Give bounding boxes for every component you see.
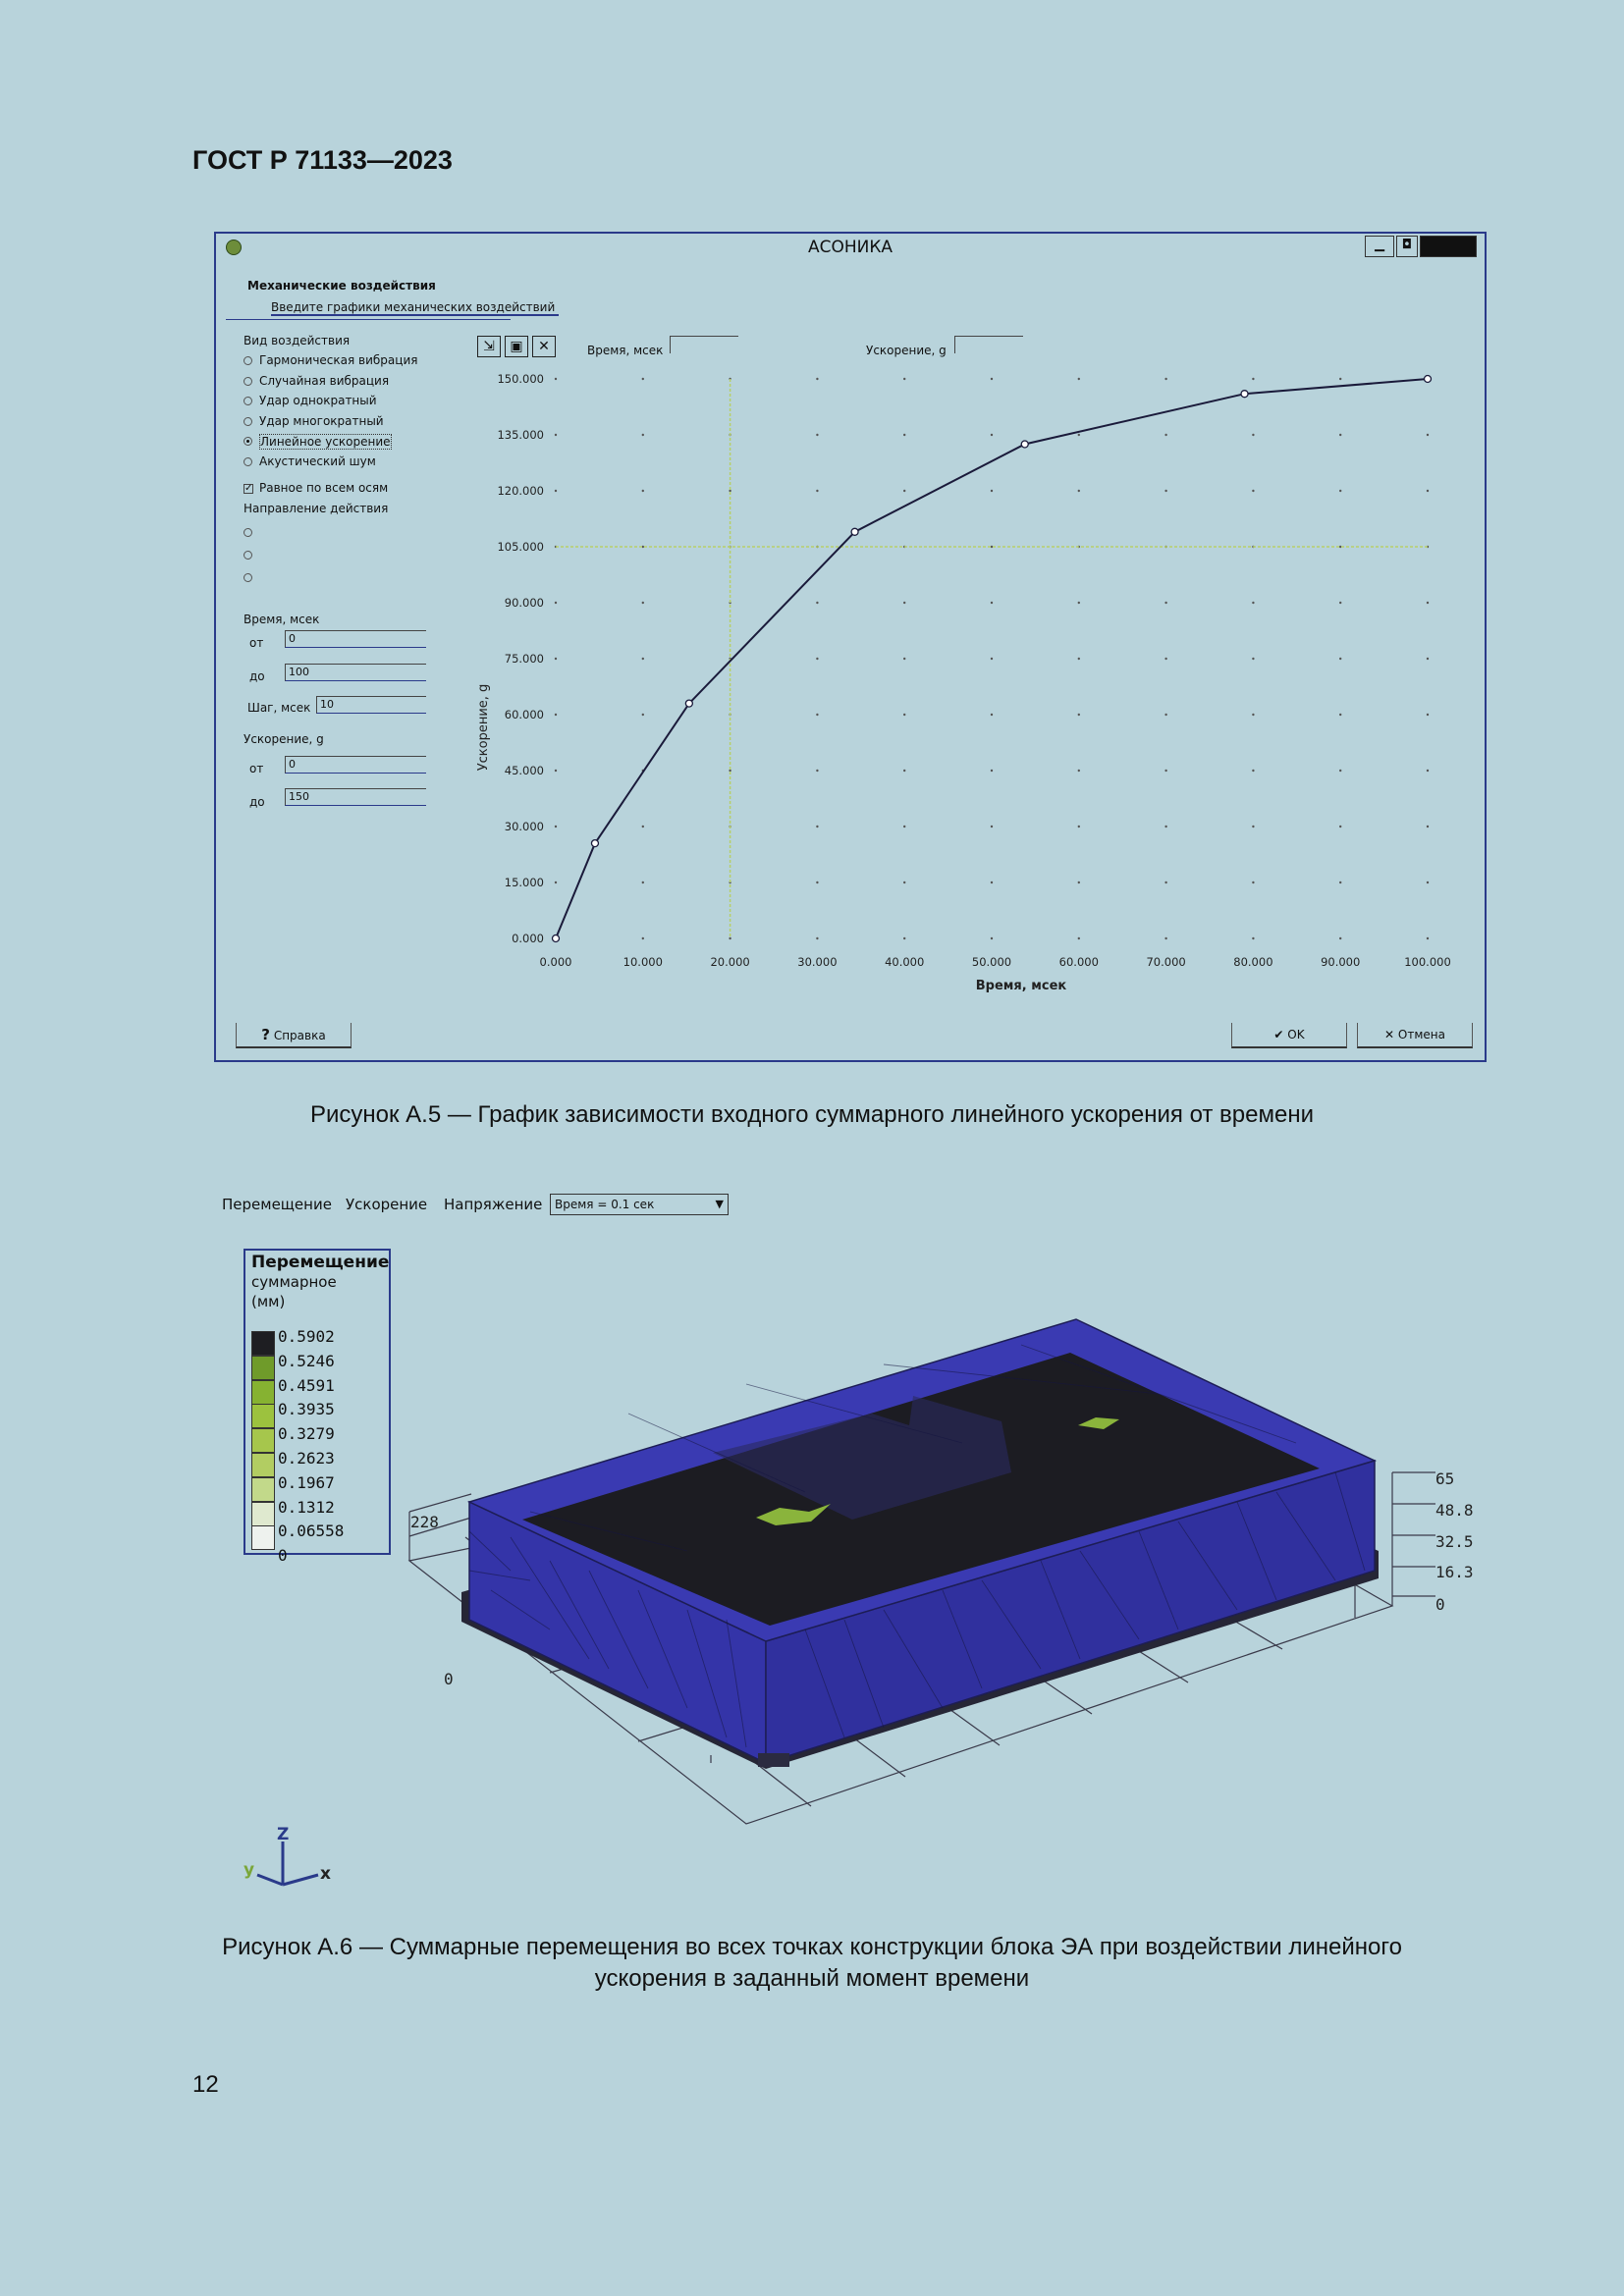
legend-subtitle-line1: суммарное (251, 1273, 337, 1291)
tab-displacement[interactable]: Перемещение (222, 1196, 332, 1213)
cancel-button-label: Отмена (1397, 1028, 1445, 1041)
x-tick-label: 70.000 (1146, 955, 1186, 969)
figure6-caption (0, 1932, 1624, 1995)
x-tick-label: 40.000 (885, 955, 925, 969)
left-axis-label: 228 (410, 1513, 439, 1531)
y-tick-label: 120.000 (497, 484, 544, 498)
impact-type-label: Вид воздействия (244, 334, 351, 347)
accel-from-input[interactable]: 0 (285, 756, 426, 774)
accel-to-input[interactable]: 150 (285, 788, 426, 806)
time-group-label: Время, мсек (244, 613, 320, 626)
y-tick-label: 0.000 (512, 932, 544, 945)
legend-value: 0.1967 (278, 1472, 335, 1492)
section-title: Механические воздействия (247, 279, 436, 293)
legend-title: Перемещение (251, 1253, 390, 1272)
save-graph-button[interactable]: ▣ (505, 336, 528, 357)
help-button-label: Справка (273, 1029, 326, 1042)
time-to-label: до (249, 669, 265, 683)
y-tick-label: 90.000 (504, 596, 544, 610)
page-number: 12 (192, 2071, 219, 2098)
accel-group-label: Ускорение, g (244, 732, 324, 746)
triad-x-label: x (320, 1864, 331, 1884)
triad-y-axis (257, 1875, 283, 1885)
direction-label: Направление действия (244, 502, 389, 515)
y-tick-label: 135.000 (497, 428, 544, 442)
tab-acceleration[interactable]: Ускорение (346, 1196, 428, 1213)
chevron-down-icon: ▼ (715, 1198, 724, 1210)
legend-value: 0.3279 (278, 1424, 335, 1444)
axis-triad-icon (244, 1825, 331, 1885)
legend-subtitle-line2: (мм) (251, 1293, 286, 1310)
x-tick-label: 80.000 (1233, 955, 1273, 969)
checkmark-icon: ✔ (1273, 1028, 1284, 1041)
step-label: Шаг, мсек (247, 701, 311, 715)
legend-value: 0.06558 (278, 1522, 345, 1541)
tab-stress[interactable]: Напряжение (444, 1196, 543, 1213)
housing-body (461, 1319, 1379, 1769)
x-tick-label: 60.000 (1058, 955, 1099, 969)
toolbar-time-label: Время, мсек (587, 344, 664, 357)
figure6-caption-line1: Рисунок А.6 — Суммарные перемещения во всех точках конструкции блока ЭА при воздействии линейного (222, 1934, 1402, 1960)
legend-value: 0.1312 (278, 1497, 335, 1517)
x-tick-label: 30.000 (797, 955, 838, 969)
time-from-label: от (249, 636, 264, 650)
toolbar-accel-label: Ускорение, g (866, 344, 947, 357)
impact-option-label: Гармоническая вибрация (259, 353, 418, 367)
minimize-button[interactable]: ▁ (1365, 236, 1394, 257)
origin-label: 0 (444, 1670, 454, 1688)
equal-axes-checkbox[interactable]: ✓ (244, 483, 253, 494)
legend-value: 0.5902 (278, 1327, 335, 1346)
triad-z-label: Z (277, 1825, 290, 1844)
legend-value: 0.4591 (278, 1375, 335, 1395)
impact-option-label: Акустический шум (259, 454, 376, 468)
legend-value: 0.2623 (278, 1449, 335, 1468)
delete-graph-button[interactable]: ✕ (532, 336, 556, 357)
x-tick-label: 0.000 (539, 955, 572, 969)
step-input[interactable]: 10 (316, 696, 426, 714)
open-graph-button[interactable]: ⇲ (477, 336, 501, 357)
y-tick-label: 60.000 (504, 708, 544, 721)
z-label: 16.3 (1435, 1563, 1474, 1581)
z-label: 0 (1435, 1595, 1445, 1614)
impact-option-label: Случайная вибрация (259, 373, 390, 388)
impact-option-label: Линейное ускорение (260, 435, 391, 449)
y-tick-label: 15.000 (504, 876, 544, 889)
equal-axes-label: Равное по всем осям (259, 481, 389, 495)
x-tick-label: 100.000 (1404, 955, 1451, 969)
grid-line (409, 1494, 471, 1512)
mounting-foot (758, 1753, 789, 1767)
x-tick-label: 50.000 (971, 955, 1012, 969)
y-axis-label: Ускорение, g (476, 683, 491, 772)
maximize-button[interactable]: ◘ (1396, 236, 1418, 257)
accel-from-label: от (249, 762, 264, 775)
x-axis-label: Время, мсек (975, 979, 1067, 993)
z-label: 48.8 (1435, 1501, 1474, 1520)
y-tick-label: 105.000 (497, 540, 544, 554)
x-tick-label: 10.000 (623, 955, 663, 969)
y-tick-label: 30.000 (504, 820, 544, 833)
x-tick-label: 20.000 (710, 955, 750, 969)
document-header: ГОСТ Р 71133—2023 (192, 145, 453, 175)
legend-value: 0 (278, 1546, 288, 1566)
figure6-caption-line2: ускорения в заданный момент времени (594, 1965, 1030, 1992)
ok-button-label: OK (1287, 1028, 1305, 1041)
legend-value: 0.3935 (278, 1400, 335, 1419)
triad-x-axis (283, 1875, 318, 1885)
y-tick-label: 150.000 (497, 372, 544, 386)
cross-icon: ✕ (1384, 1028, 1395, 1041)
window-title: АСОНИКА (807, 238, 893, 257)
z-label: 65 (1435, 1469, 1455, 1488)
triad-y-label: y (244, 1860, 255, 1880)
tab-input-graphs[interactable]: Введите графики механических воздействий (271, 300, 559, 316)
impact-option-label: Удар многократный (259, 413, 384, 428)
time-from-input[interactable]: 0 (285, 630, 426, 648)
time-to-input[interactable]: 100 (285, 664, 426, 681)
impact-option-label: Удар однократный (259, 394, 377, 407)
accel-to-label: до (249, 795, 265, 809)
help-icon: ? (261, 1026, 270, 1043)
y-tick-label: 45.000 (504, 764, 544, 777)
figure5-caption: Рисунок А.5 — График зависимости входного суммарного линейного ускорения от времени (309, 1101, 1314, 1128)
legend-value: 0.5246 (278, 1351, 335, 1370)
x-tick-label: 90.000 (1321, 955, 1361, 969)
z-label: 32.5 (1435, 1532, 1474, 1551)
y-tick-label: 75.000 (504, 652, 544, 666)
time-select-value: Время = 0.1 сек (555, 1198, 655, 1211)
